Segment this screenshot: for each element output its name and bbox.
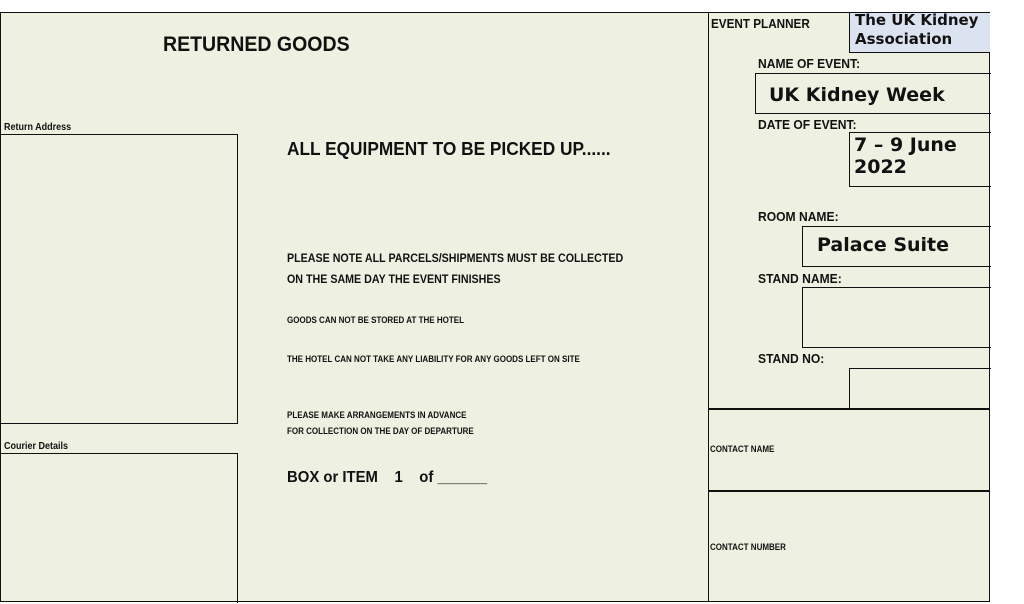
event-date-value: 7 – 9 June 2022 <box>854 134 957 178</box>
returned-goods-label <box>0 12 990 602</box>
courier-details-label: Courier Details <box>4 441 69 452</box>
liability-note: THE HOTEL CAN NOT TAKE ANY LIABILITY FOR ANY GOODS LEFT ON SITE <box>287 354 580 364</box>
contact-name-field[interactable] <box>709 410 990 489</box>
pickup-heading: ALL EQUIPMENT TO BE PICKED UP...... <box>287 139 611 159</box>
event-planner-label: EVENT PLANNER <box>711 16 810 31</box>
stand-name-label: STAND NAME: <box>758 271 842 286</box>
event-name-label: NAME OF EVENT: <box>758 56 861 71</box>
storage-note: GOODS CAN NOT BE STORED AT THE HOTEL <box>287 315 464 325</box>
contact-name-label: CONTACT NAME <box>710 444 775 454</box>
collection-note-line-1: PLEASE NOTE ALL PARCELS/SHIPMENTS MUST BE COLLECTED <box>287 251 624 265</box>
event-date-label: DATE OF EVENT: <box>758 117 857 132</box>
box-item-count[interactable]: BOX or ITEM 1 of ______ <box>287 469 488 486</box>
return-address-label: Return Address <box>4 122 72 133</box>
courier-details-field[interactable] <box>1 453 238 603</box>
arrangements-line-1: PLEASE MAKE ARRANGEMENTS IN ADVANCE <box>287 410 467 420</box>
form-title: RETURNED GOODS <box>163 33 350 56</box>
event-planner-value[interactable] <box>849 13 990 53</box>
room-name-label: ROOM NAME: <box>758 209 839 224</box>
stand-number-label: STAND NO: <box>758 351 825 366</box>
event-planner-text: The UK Kidney Association <box>855 11 979 48</box>
event-name-field[interactable] <box>755 73 991 114</box>
room-name-value: Palace Suite <box>817 234 950 256</box>
event-name-value: UK Kidney Week <box>769 84 945 106</box>
stand-name-field[interactable] <box>802 287 991 348</box>
contact-number-label: CONTACT NUMBER <box>710 542 786 552</box>
room-name-field[interactable] <box>802 226 991 267</box>
arrangements-line-2: FOR COLLECTION ON THE DAY OF DEPARTURE <box>287 426 474 436</box>
return-address-field[interactable] <box>1 134 238 424</box>
collection-note-line-2: ON THE SAME DAY THE EVENT FINISHES <box>287 272 501 286</box>
event-date-field[interactable] <box>849 132 991 187</box>
contact-number-field[interactable] <box>709 492 990 602</box>
stand-number-field[interactable] <box>849 368 991 409</box>
